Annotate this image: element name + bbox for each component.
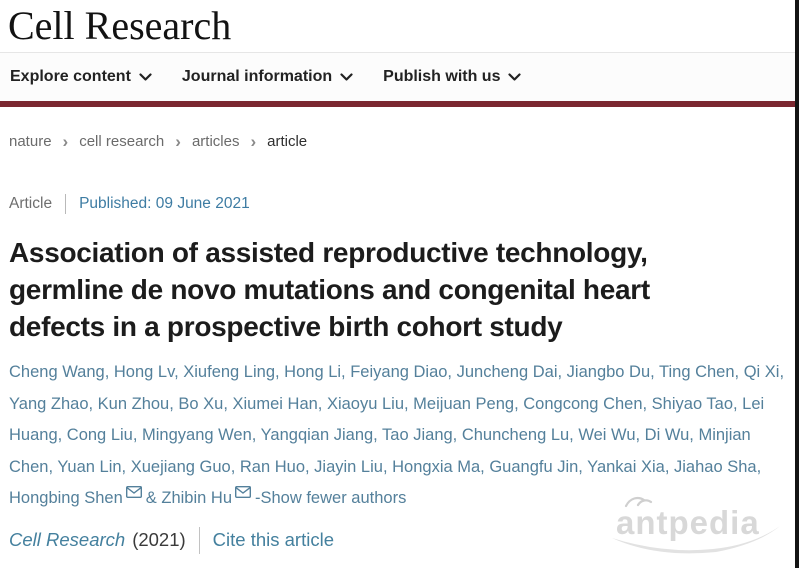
cite-this-article-link[interactable]: Cite this article xyxy=(212,529,334,550)
chevron-down-icon xyxy=(508,73,521,82)
nav-publish-with-us[interactable] xyxy=(383,68,521,86)
article-meta xyxy=(9,194,785,214)
author-names[interactable]: Cheng Wang, Hong Lv, Xiufeng Ling, Hong Li, Feiyang Diao, Juncheng Dai, Jiangbo Du, Ting Chen, Qi Xi, Yang Zhao, Kun Zhou, Bo Xu, Xiumei Han, Xiaoyu Liu, Meijuan Peng, Congcong Chen, Shiyao Tao, Lei Huang, Cong Liu, Mingyang Wen, Yangqian Jiang, Tao Jiang, Chuncheng Lu, Wei Wu, Di Wu, Minjian Chen, Yuan Lin, Xuejiang Guo, Ran Huo, Jiayin Liu, Hongxia Ma, Guangfu Jin, Yankai Xia, Jiahao Sha, Hongbing Shen xyxy=(9,363,785,507)
chevron-down-icon xyxy=(139,73,152,82)
breadcrumb xyxy=(9,133,785,150)
article-title-line-3: defects in a prospective birth cohort study xyxy=(9,311,563,342)
journal-logo[interactable]: Cell Research xyxy=(8,3,232,48)
nav-journal-information-label: Journal information xyxy=(181,68,333,85)
article-type-label: Article xyxy=(9,195,53,212)
email-icon[interactable] xyxy=(235,478,251,510)
email-icon[interactable] xyxy=(126,478,142,510)
nav-publish-with-us-label: Publish with us xyxy=(383,68,501,85)
author-list xyxy=(9,357,785,515)
breadcrumb-cell-research[interactable]: cell research xyxy=(79,133,165,150)
published-date: Published: 09 June 2021 xyxy=(79,195,250,212)
breadcrumb-separator-icon: › xyxy=(250,132,257,151)
article-title xyxy=(9,234,785,345)
article-title-line-2: germline de novo mutations and congenital heart xyxy=(9,274,650,305)
breadcrumb-articles[interactable]: articles xyxy=(191,133,240,150)
citation-row xyxy=(9,527,785,554)
article-title-line-1: Association of assisted reproductive technology, xyxy=(9,237,648,268)
author-zhibin-hu[interactable]: Zhibin Hu xyxy=(161,489,232,507)
nav-explore-content-label: Explore content xyxy=(10,68,131,85)
nav-journal-information[interactable] xyxy=(182,68,353,86)
chevron-down-icon xyxy=(340,73,353,82)
masthead xyxy=(0,0,799,53)
breadcrumb-nature[interactable]: nature xyxy=(9,133,52,150)
article-content xyxy=(0,133,799,554)
breadcrumb-separator-icon: › xyxy=(175,132,181,151)
journal-navbar xyxy=(0,53,799,107)
citation-divider xyxy=(199,527,200,554)
watermark-text: antpedia xyxy=(616,504,760,541)
breadcrumb-article-current: article xyxy=(267,133,308,150)
meta-divider xyxy=(65,194,66,214)
nav-explore-content[interactable] xyxy=(10,68,152,86)
screen-right-edge xyxy=(795,0,799,568)
breadcrumb-separator-icon: › xyxy=(62,132,69,151)
citation-year: (2021) xyxy=(132,529,186,550)
citation-journal-link[interactable]: Cell Research xyxy=(9,529,126,550)
author-ampersand: & xyxy=(145,489,157,507)
show-fewer-authors-link[interactable]: -Show fewer authors xyxy=(255,489,407,507)
